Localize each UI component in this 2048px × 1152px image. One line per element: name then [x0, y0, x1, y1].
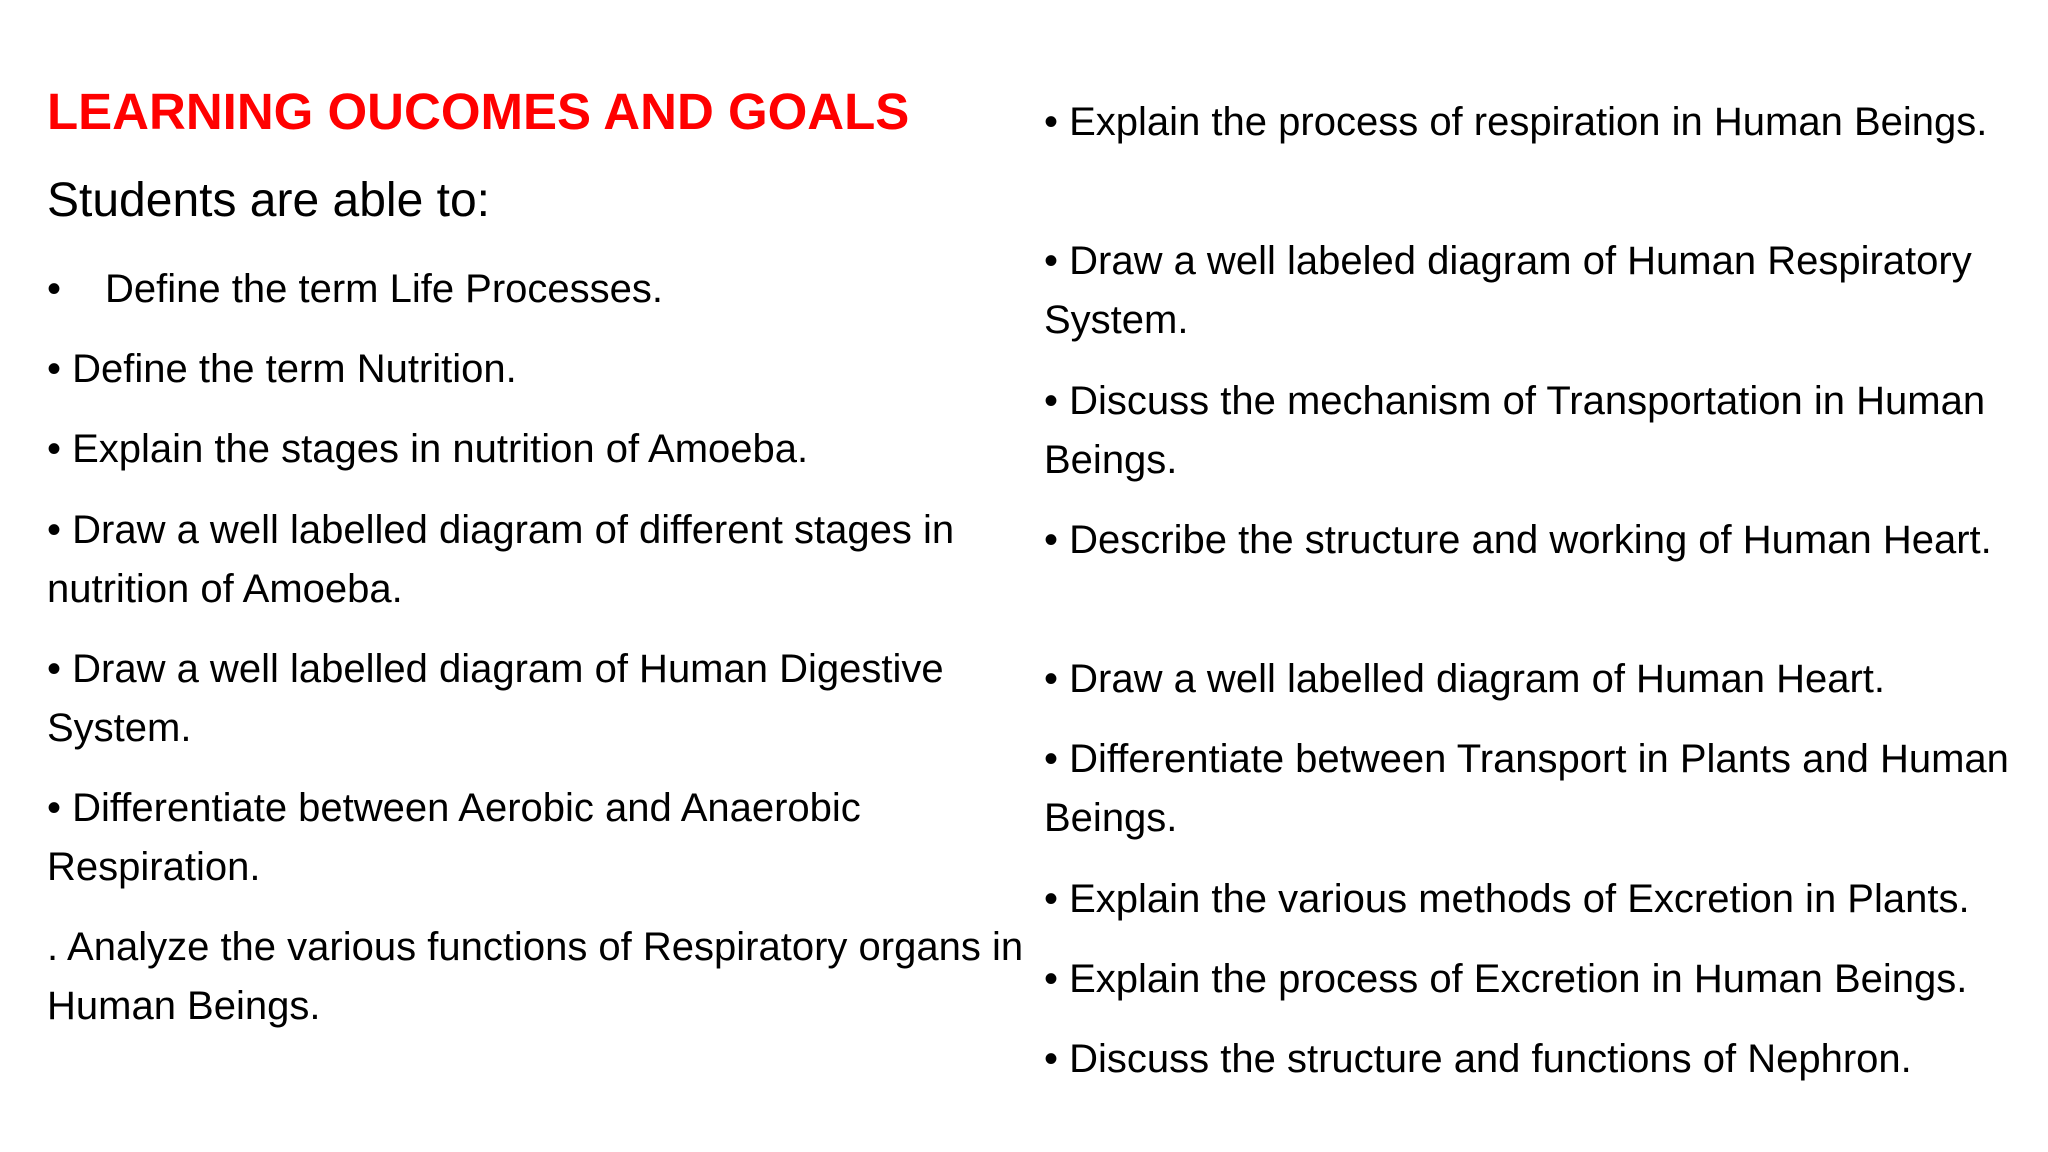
- list-item: • Explain the stages in nutrition of Amoeba.: [47, 427, 809, 471]
- list-item: • Differentiate between Aerobic and Anaerobic Respiration.: [47, 786, 861, 889]
- list-item: • Draw a well labelled diagram of different stages in nutrition of Amoeba.: [47, 508, 955, 611]
- subheading: Students are able to:: [47, 174, 490, 227]
- list-item: • Discuss the mechanism of Transportation in Human Beings.: [1044, 379, 1986, 482]
- list-item: • Explain the process of Excretion in Human Beings.: [1044, 957, 1968, 1001]
- list-item: • Draw a well labelled diagram of Human Heart.: [1044, 657, 1886, 701]
- list-item: • Explain the various methods of Excretion in Plants.: [1044, 877, 1970, 921]
- bullet: •: [47, 267, 62, 311]
- list-item: [47, 260, 1027, 319]
- list-item: • Draw a well labeled diagram of Human Respiratory System.: [1044, 239, 1972, 342]
- page-title: LEARNING OUCOMES AND GOALS: [47, 83, 910, 140]
- list-item: • Differentiate between Transport in Plants and Human Beings.: [1044, 737, 2009, 840]
- list-item: • Draw a well labelled diagram of Human Digestive System.: [47, 647, 944, 750]
- list-item: • Describe the structure and working of Human Heart.: [1044, 518, 1992, 562]
- list-item-text: Define the term Life Processes.: [105, 267, 664, 311]
- list-item: . Analyze the various functions of Respiratory organs in Human Beings.: [47, 925, 1024, 1028]
- list-item: • Discuss the structure and functions of Nephron.: [1044, 1037, 1912, 1081]
- list-item: • Explain the process of respiration in Human Beings.: [1044, 100, 1988, 144]
- list-item: • Define the term Nutrition.: [47, 347, 517, 391]
